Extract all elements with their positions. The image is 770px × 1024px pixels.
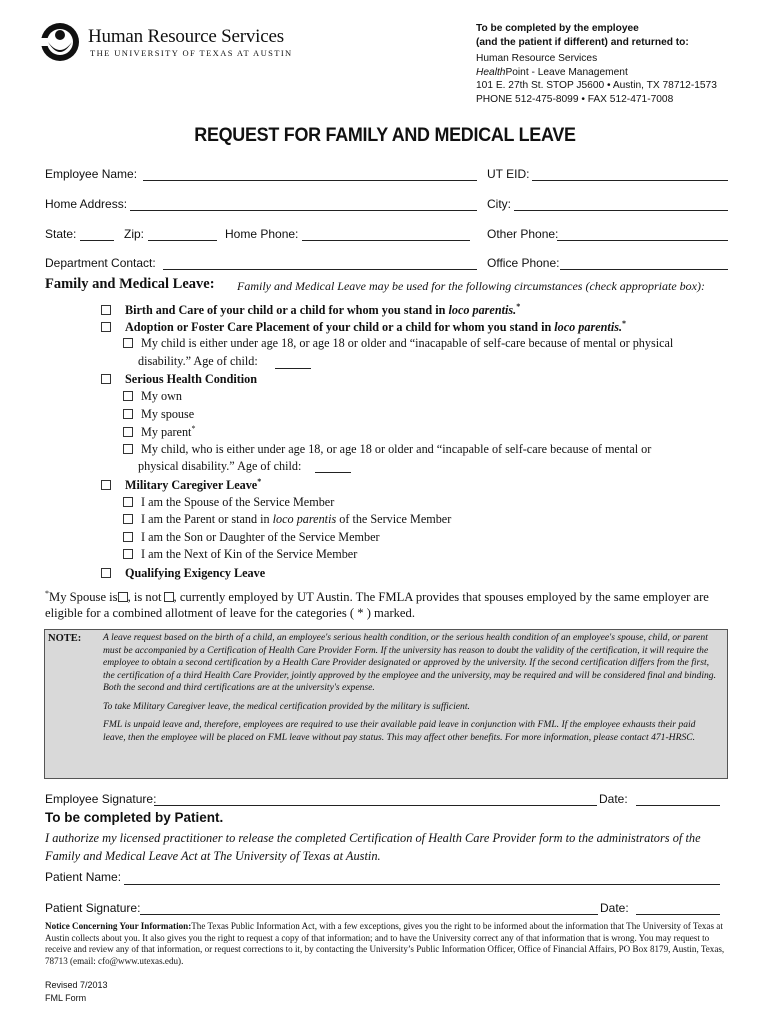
- employee-name-label: Employee Name:: [45, 167, 138, 181]
- child-age-line: disability.” Age of child:: [138, 354, 258, 368]
- birth-checkbox[interactable]: [101, 305, 111, 315]
- option-birth: Birth and Care of your child or a child for whom you stand in loco parentis.*: [101, 302, 520, 318]
- address-line-4: PHONE 512-475-8099 • FAX 512-471-7008: [476, 93, 674, 105]
- serious-health-checkbox[interactable]: [101, 374, 111, 384]
- adoption-checkbox[interactable]: [101, 322, 111, 332]
- spouse-is-checkbox[interactable]: [118, 592, 128, 602]
- patient-name-field[interactable]: [124, 884, 720, 885]
- child-under18-checkbox[interactable]: [123, 338, 133, 348]
- address-line-1: Human Resource Services: [476, 53, 598, 65]
- mil-kin-checkbox[interactable]: [123, 549, 133, 559]
- option-adoption: Adoption or Foster Care Placement of your child or a child for whom you stand in loco parentis.*: [101, 319, 626, 335]
- option-my-spouse: My spouse: [123, 407, 194, 422]
- org-subtitle: THE UNIVERSITY OF TEXAS AT AUSTIN: [90, 48, 293, 58]
- state-label: State:: [45, 227, 77, 241]
- employee-date-field[interactable]: [636, 805, 720, 806]
- patient-signature-label: Patient Signature:: [45, 901, 141, 915]
- revised-date: Revised 7/2013: [45, 980, 108, 990]
- patient-signature-field[interactable]: [140, 914, 598, 915]
- option-mil-parent: I am the Parent or stand in loco parentis of the Service Member: [123, 512, 451, 527]
- city-label: City:: [487, 197, 511, 211]
- employee-signature-field[interactable]: [154, 805, 597, 806]
- revision-info: [45, 979, 108, 1005]
- other-phone-field[interactable]: [557, 240, 728, 241]
- note-paragraph-2: To take Military Caregiver leave, the medical certification provided by the military is sufficient.: [103, 700, 470, 712]
- my-child-checkbox[interactable]: [123, 444, 133, 454]
- office-phone-field[interactable]: [560, 269, 728, 270]
- fml-intro: Family and Medical Leave may be used for the following circumstances (check appropriate box):: [237, 279, 705, 293]
- option-mil-spouse: I am the Spouse of the Service Member: [123, 495, 334, 510]
- employee-date-label: Date:: [599, 792, 628, 806]
- ut-eid-label: UT EID:: [487, 167, 530, 181]
- return-instruction-1: To be completed by the employee: [476, 23, 639, 34]
- fml-heading: Family and Medical Leave:: [45, 276, 215, 292]
- patient-heading: To be completed by Patient.: [45, 810, 224, 825]
- org-name: Human Resource Services: [88, 26, 284, 47]
- office-phone-label: Office Phone:: [487, 256, 560, 270]
- option-mil-son: I am the Son or Daughter of the Service Member: [123, 530, 380, 545]
- option-serious-health: Serious Health Condition: [101, 372, 257, 387]
- exigency-checkbox[interactable]: [101, 568, 111, 578]
- child-age-field-2[interactable]: [315, 472, 351, 473]
- employee-name-field[interactable]: [143, 180, 477, 181]
- return-address-block: [476, 22, 717, 107]
- my-own-checkbox[interactable]: [123, 391, 133, 401]
- option-exigency: Qualifying Exigency Leave: [101, 566, 265, 581]
- mil-spouse-checkbox[interactable]: [123, 497, 133, 507]
- other-phone-label: Other Phone:: [487, 227, 559, 241]
- my-child-age-line: physical disability.” Age of child:: [138, 459, 302, 473]
- option-military: Military Caregiver Leave*: [101, 477, 261, 493]
- my-parent-checkbox[interactable]: [123, 427, 133, 437]
- option-my-child: My child, who is either under age 18, or age 18 or older and “incapable of self-care because of mental or: [123, 442, 651, 457]
- patient-name-label: Patient Name:: [45, 870, 122, 884]
- form-name: FML Form: [45, 993, 87, 1003]
- zip-field[interactable]: [148, 240, 217, 241]
- authorization-text: I authorize my licensed practitioner to release the completed Certification of Health Care Provider form to the administrators of the Family and Medical Leave Act at The University of Texas at Austin.: [45, 831, 701, 863]
- form-title: REQUEST FOR FAMILY AND MEDICAL LEAVE: [194, 124, 576, 146]
- mil-son-checkbox[interactable]: [123, 532, 133, 542]
- option-child-under18: My child is either under age 18, or age 18 or older and “inacapable of self-care because of mental or physical: [123, 336, 673, 351]
- home-phone-label: Home Phone:: [225, 227, 299, 241]
- option-my-own: My own: [123, 389, 182, 404]
- military-checkbox[interactable]: [101, 480, 111, 490]
- mil-parent-checkbox[interactable]: [123, 514, 133, 524]
- employee-signature-label: Employee Signature:: [45, 792, 157, 806]
- state-field[interactable]: [80, 240, 114, 241]
- spouse-eligible-line: eligible for a combined allotment of leave for the categories ( * ) marked.: [45, 606, 415, 620]
- patient-date-label: Date:: [600, 901, 629, 915]
- department-contact-label: Department Contact:: [45, 256, 156, 270]
- hrs-logo-icon: [40, 22, 80, 62]
- home-address-label: Home Address:: [45, 197, 128, 211]
- home-address-field[interactable]: [130, 210, 477, 211]
- option-my-parent: My parent*: [123, 424, 195, 440]
- address-line-3: 101 E. 27th St. STOP J5600 • Austin, TX 78712-1573: [476, 80, 717, 92]
- spouse-is-not-checkbox[interactable]: [164, 592, 174, 602]
- notice-body: The Texas Public Information Act, with a few exceptions, gives you the right to be informed about the information that The University of Texas at Austin collects about you. It also gives you the right to request a copy of that information; and to have the University correct any of that information that is wrong. You may request to receive and review any of that information, or request corrections to it, by contacting the University’s Public Information Officer, Office of Financial Affairs, PO Box 8179, Austin, Texas, 78713 (email: cfo@www.utexas.edu).: [45, 921, 725, 966]
- note-text: [103, 632, 719, 750]
- notice-heading: Notice Concerning Your Information:: [45, 921, 192, 931]
- note-label: NOTE:: [48, 633, 82, 644]
- note-paragraph-1: A leave request based on the birth of a child, an employee's serious health condition, or the serious health condition of an employee's spouse, child, or parent must be accompanied by a Certification of Health Care Provider Form. If the university has reason to doubt the validity of the certification, it will require the employee to obtain a second certification by a Health Care Provider designated or approved by the university. If the second certification differs from the first, the certification of a third Health Care Provider, jointly approved by the employee and the university, may be required and will be considered final and binding. Both the second and third certifications are at the university's expense.: [103, 632, 716, 693]
- zip-label: Zip:: [124, 227, 145, 241]
- child-age-field-1[interactable]: [275, 368, 311, 369]
- patient-date-field[interactable]: [636, 914, 720, 915]
- ut-eid-field[interactable]: [532, 180, 728, 181]
- home-phone-field[interactable]: [302, 240, 470, 241]
- option-mil-kin: I am the Next of Kin of the Service Member: [123, 547, 357, 562]
- spouse-employed-line: *My Spouse is , is not , currently employed by UT Austin. The FMLA provides that spouses employed by the same employer are: [45, 589, 709, 605]
- note-paragraph-3: FML is unpaid leave and, therefore, employees are required to use their available paid leave in conjunction with FML. If the employee exhausts their paid leave, then the employee will be placed on FML leave without pay status. This may affect other benefits. For more information, please contact 471-HRSC.: [103, 719, 696, 743]
- privacy-notice: [45, 921, 725, 967]
- return-instruction-2: (and the patient if different) and returned to:: [476, 36, 689, 48]
- address-line-2: HealthPoint - Leave Management: [476, 66, 628, 78]
- city-field[interactable]: [514, 210, 728, 211]
- department-contact-field[interactable]: [163, 269, 477, 270]
- my-spouse-checkbox[interactable]: [123, 409, 133, 419]
